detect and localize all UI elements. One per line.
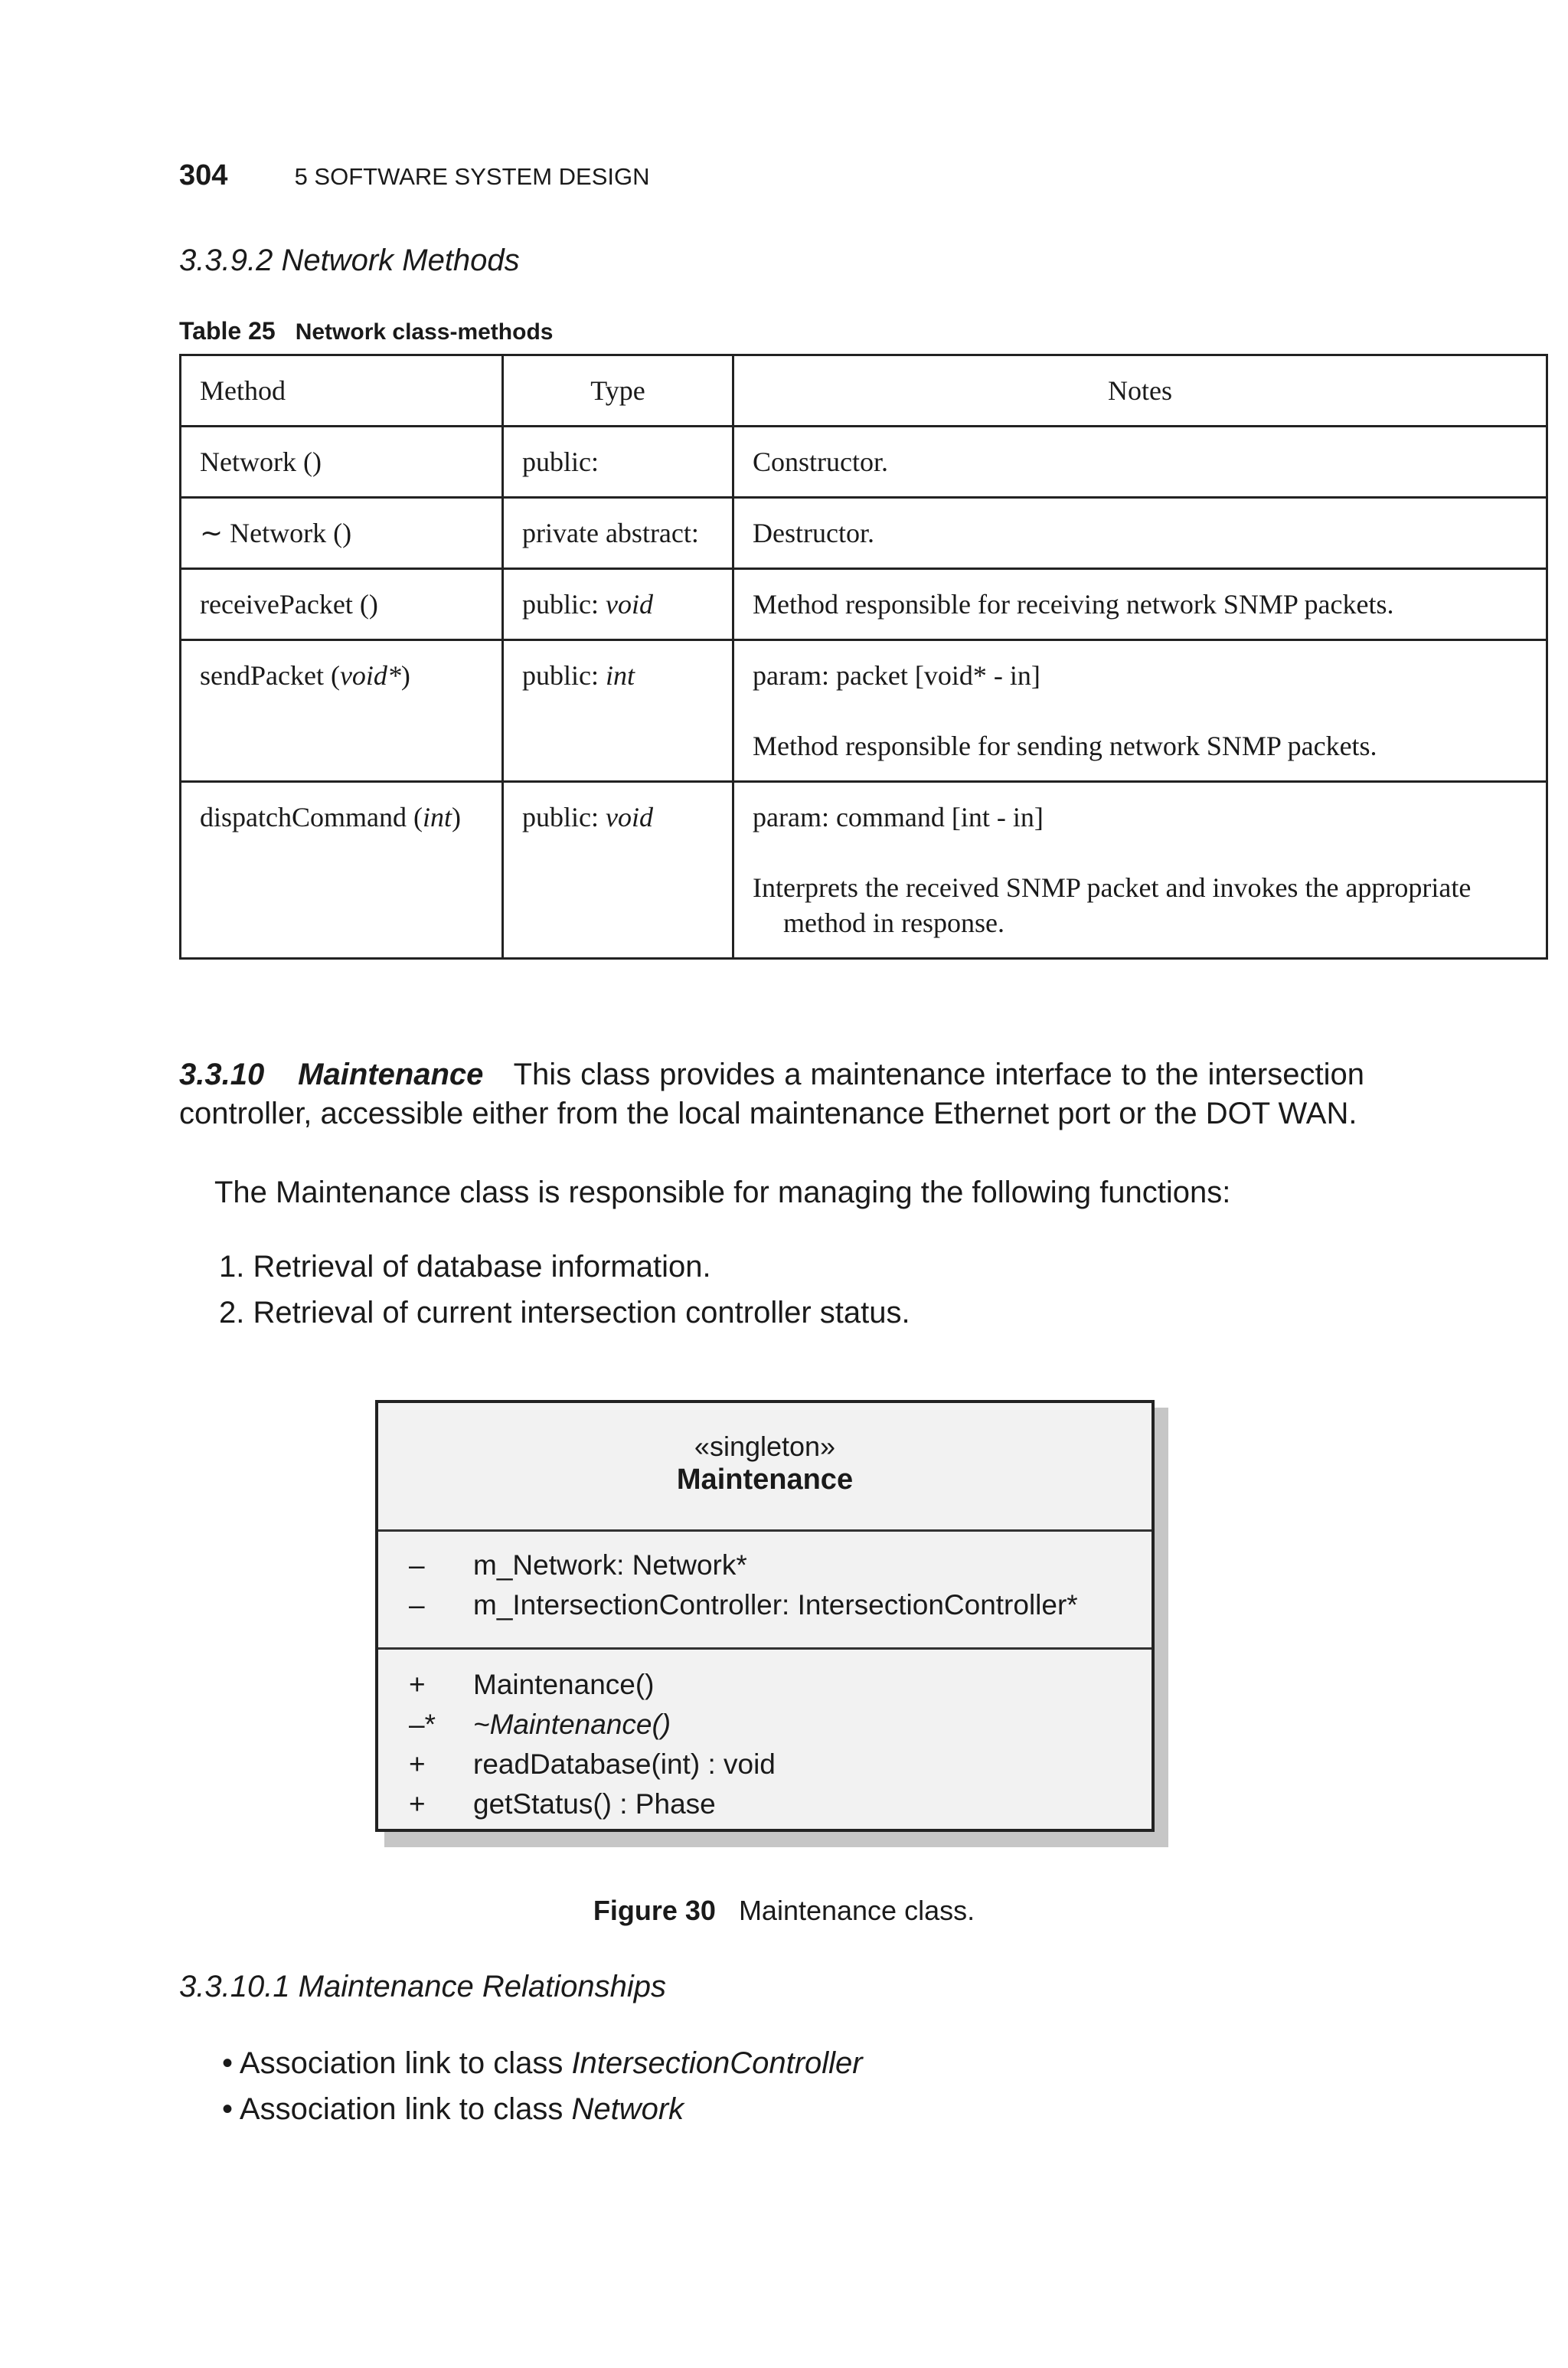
- intro-text: This class provides a maintenance interface to the intersection controller, accessible either from the local maintenance Ethernet port or the DOT WAN.: [179, 1058, 1364, 1130]
- table-row: [181, 427, 1547, 498]
- uml-attribute: [378, 1585, 1152, 1625]
- param-type: int: [422, 802, 452, 832]
- attribute-text: m_Network: Network*: [473, 1549, 747, 1581]
- chapter-title: 5 SOFTWARE SYSTEM DESIGN: [294, 163, 650, 190]
- maintenance-intro: [179, 1055, 1364, 1133]
- type-cell: [503, 640, 733, 782]
- list-item: • Association link to class Network: [222, 2092, 684, 2126]
- operation-text: getStatus() : Phase: [473, 1788, 716, 1820]
- note-param: param: command [int - in]: [753, 802, 1044, 832]
- relationships-list: [222, 2040, 863, 2132]
- table-row: [181, 782, 1547, 959]
- type-keyword: public:: [522, 660, 606, 691]
- type-cell: private abstract:: [503, 498, 733, 569]
- bullet-target: Network: [571, 2092, 684, 2126]
- type-cell: [503, 569, 733, 640]
- bullet-prefix: Association link to class: [239, 2046, 572, 2080]
- type-cell: public:: [503, 427, 733, 498]
- running-head: [179, 159, 650, 192]
- figure-caption-text: Maintenance class.: [738, 1895, 975, 1926]
- network-methods-table: [179, 354, 1548, 960]
- note-text: Method responsible for sending network SNMP packets.: [753, 731, 1377, 761]
- bullet-prefix: Association link to class: [239, 2092, 572, 2126]
- visibility: +: [409, 1669, 426, 1700]
- method-name: dispatchCommand (: [200, 802, 423, 832]
- visibility: –*: [409, 1709, 436, 1740]
- table-row: [181, 569, 1547, 640]
- uml-stereotype: «singleton»: [694, 1431, 836, 1462]
- method-close: ): [400, 660, 410, 691]
- functions-intro: The Maintenance class is responsible for managing the following functions:: [214, 1176, 1231, 1209]
- header-type: Type: [503, 355, 733, 427]
- operation-text: Maintenance(): [473, 1669, 655, 1700]
- section-heading-3392: 3.3.9.2 Network Methods: [179, 244, 520, 277]
- method-cell: receivePacket (): [181, 569, 503, 640]
- table-title: Network class-methods: [295, 319, 554, 345]
- type-cell: [503, 782, 733, 959]
- attribute-text: m_IntersectionController: IntersectionController*: [473, 1589, 1078, 1621]
- visibility: +: [409, 1788, 426, 1820]
- notes-cell: [733, 569, 1547, 640]
- visibility: +: [409, 1748, 426, 1780]
- param-type: void*: [339, 660, 401, 691]
- visibility: –: [409, 1549, 425, 1581]
- uml-operation: [378, 1665, 1152, 1705]
- note-text: Destructor.: [753, 518, 874, 548]
- notes-cell: [733, 498, 1547, 569]
- method-name: sendPacket (: [200, 660, 340, 691]
- table-header-row: [181, 355, 1547, 427]
- note-text: Method responsible for receiving network SNMP packets.: [753, 589, 1394, 620]
- uml-attributes-compartment: [378, 1532, 1152, 1650]
- method-cell: [181, 782, 503, 959]
- list-item: 2. Retrieval of current intersection controller status.: [219, 1296, 910, 1330]
- operation-text: ~Maintenance(): [473, 1709, 671, 1740]
- uml-class-box: [375, 1400, 1155, 1832]
- return-type: int: [605, 660, 635, 691]
- type-keyword: public:: [522, 589, 606, 620]
- method-cell: Network (): [181, 427, 503, 498]
- type-keyword: public:: [522, 802, 606, 832]
- method-cell: [181, 640, 503, 782]
- notes-cell: [733, 640, 1547, 782]
- notes-cell: [733, 782, 1547, 959]
- uml-operation: [378, 1705, 1152, 1745]
- note-text: Constructor.: [753, 446, 888, 477]
- table-label: Table 25: [179, 317, 276, 345]
- method-cell: ∼ Network (): [181, 498, 503, 569]
- table-caption: [179, 317, 553, 345]
- note-param: param: packet [void* - in]: [753, 660, 1040, 691]
- header-method: Method: [181, 355, 503, 427]
- table-row: [181, 498, 1547, 569]
- page-number: 304: [179, 159, 228, 191]
- uml-operation: [378, 1745, 1152, 1784]
- uml-class-name: Maintenance: [676, 1464, 854, 1496]
- visibility: –: [409, 1589, 425, 1621]
- notes-cell: [733, 427, 1547, 498]
- figure-caption: [0, 1895, 1568, 1927]
- return-type: void: [605, 802, 653, 832]
- return-type: void: [605, 589, 653, 620]
- functions-list: [219, 1244, 910, 1336]
- operation-text: readDatabase(int) : void: [473, 1748, 776, 1780]
- section-title: Maintenance: [298, 1058, 484, 1091]
- uml-name-compartment: [378, 1403, 1152, 1532]
- header-notes: Notes: [733, 355, 1547, 427]
- list-item: • Association link to class IntersectionController: [222, 2046, 863, 2080]
- uml-operation: [378, 1784, 1152, 1824]
- figure-label: Figure 30: [593, 1895, 716, 1926]
- method-close: ): [451, 802, 461, 832]
- note-text: Interprets the received SNMP packet and invokes the appropriate method in response.: [753, 872, 1472, 938]
- uml-attribute: [378, 1545, 1152, 1585]
- table-row: [181, 640, 1547, 782]
- list-item: 1. Retrieval of database information.: [219, 1250, 711, 1284]
- bullet-target: IntersectionController: [571, 2046, 863, 2080]
- section-heading-33101: 3.3.10.1 Maintenance Relationships: [179, 1970, 666, 2003]
- section-number: 3.3.10: [179, 1058, 265, 1091]
- uml-operations-compartment: [378, 1650, 1152, 1824]
